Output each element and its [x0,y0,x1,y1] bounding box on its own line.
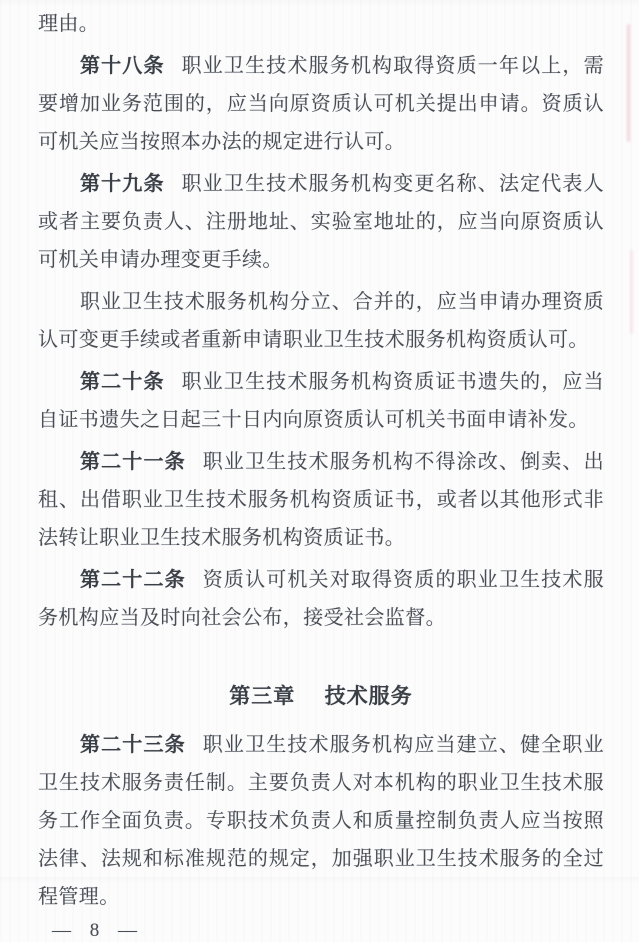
chapter-title: 技术服务 [324,684,413,708]
article-number-label: 第十八条 [80,55,165,77]
paragraph-text: 资质认可机关对取得资质的职业卫生技术服务机构应当及时向社会公布，接受社会监督。 [38,569,604,629]
article-number-label: 第二十三条 [80,734,186,756]
page-number: — 8 — [52,920,144,941]
article-number-label: 第二十一条 [80,451,186,473]
document-paragraph [38,47,604,161]
paragraph-text: 理由。 [38,13,100,35]
paragraph-text: 职业卫生技术服务机构分立、合并的，应当申请办理资质认可变更手续或者重新申请职业卫生技术服务机构资质认可。 [38,291,604,351]
document-paragraph [38,443,604,557]
paragraph-text: 职业卫生技术服务机构取得资质一年以上，需要增加业务范围的，应当向原资质认可机关提出申请。资质认可机关应当按照本办法的规定进行认可。 [38,55,604,153]
scan-artifact-red-line [627,24,630,142]
paragraph-text: 职业卫生技术服务机构应当建立、健全职业卫生技术服务责任制。主要负责人对本机构的职业卫生技术服务工作全面负责。专职技术负责人和质量控制负责人应当按照法律、法规和标准规范的规定，加强职业卫生技术服务的全过程管理。 [38,734,604,908]
article-number-label: 第十九条 [80,173,165,195]
document-paragraph [38,165,604,279]
document-paragraph [38,561,604,637]
article-section-chapter-three [38,726,604,916]
article-number-label: 第二十二条 [80,569,186,591]
paragraph-text: 职业卫生技术服务机构资质证书遗失的，应当自证书遗失之日起三十日内向原资质认可机关书面申请补发。 [38,371,604,431]
document-paragraph [38,363,604,439]
paragraph-text: 职业卫生技术服务机构不得涂改、倒卖、出租、出借职业卫生技术服务机构资质证书，或者以其他形式非法转让职业卫生技术服务机构资质证书。 [38,451,604,549]
chapter-number: 第三章 [229,684,296,708]
chapter-heading [38,681,604,711]
paragraph-text: 职业卫生技术服务机构变更名称、法定代表人或者主要负责人、注册地址、实验室地址的，应当向原资质认可机关申请办理变更手续。 [38,173,604,271]
article-number-label: 第二十条 [80,371,165,393]
scan-artifact-red-line [630,250,633,334]
document-paragraph [38,5,604,43]
document-paragraph [38,726,604,916]
article-section-top [38,5,604,637]
document-paragraph [38,283,604,359]
